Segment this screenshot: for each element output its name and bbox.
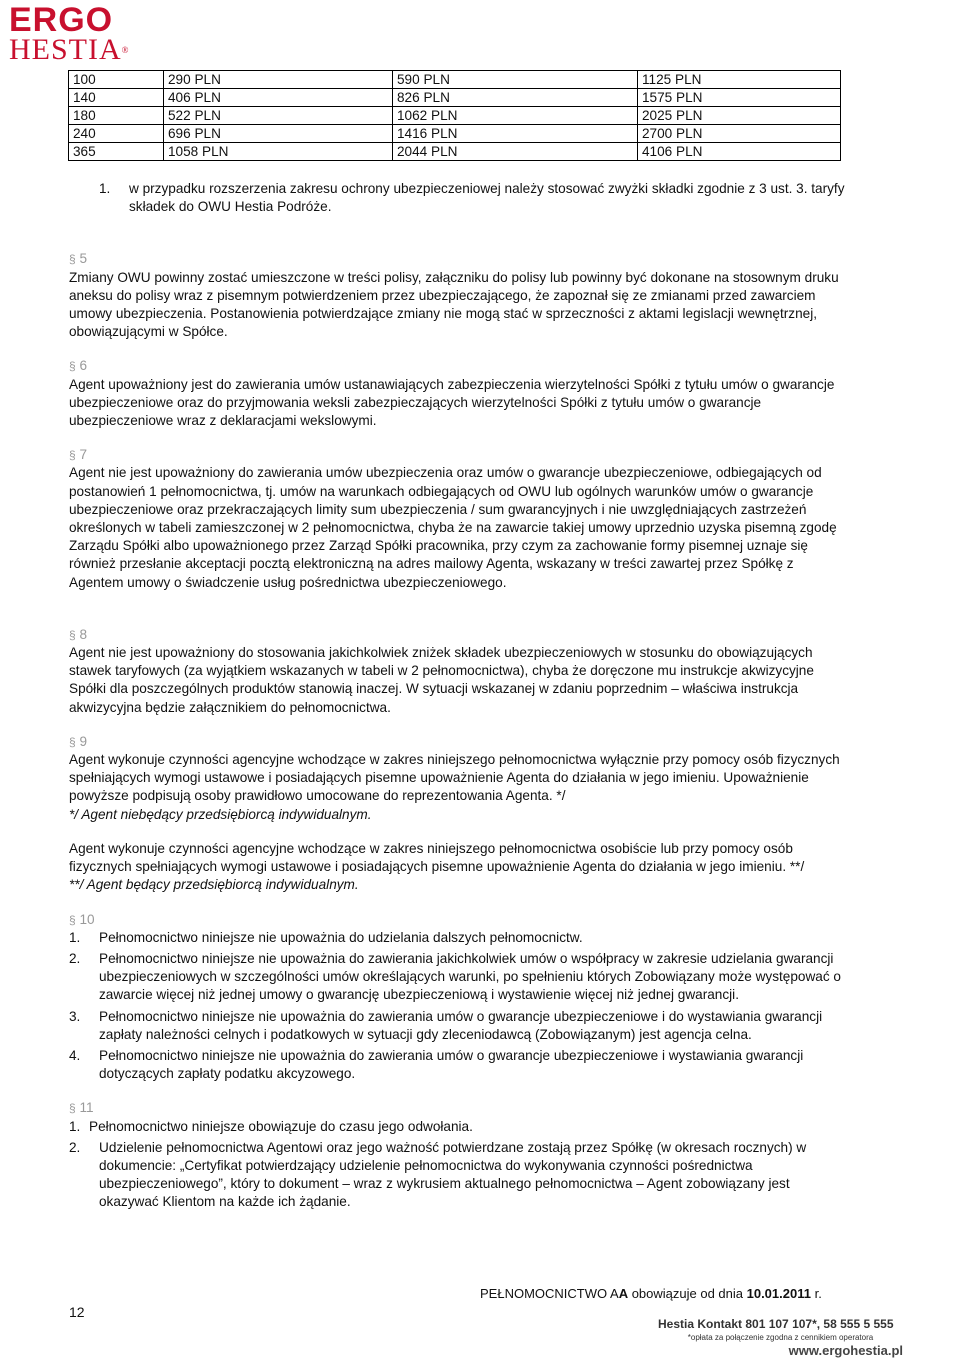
list-item: 1. Pełnomocnictwo niniejsze nie upoważnia do udzielania dalszych pełnomocnictw. xyxy=(69,929,583,945)
table-cell: 365 xyxy=(69,143,164,161)
table-cell: 2700 PLN xyxy=(638,125,841,143)
table-cell: 240 xyxy=(69,125,164,143)
table-row xyxy=(69,89,841,107)
table-cell: 1058 PLN xyxy=(164,143,393,161)
section-10-heading: § 10 xyxy=(69,911,95,927)
note-item: 1. w przypadku rozszerzenia zakresu ochrony ubezpieczeniowej należy stosować zwyżki składki zgodnie z 3 ust. 3. taryfy składek do OWU Hestia Podróże. xyxy=(99,181,845,215)
list-item: 2. Udzielenie pełnomocnictwa Agentowi oraz jego ważność potwierdzane zostają przez Spółkę (w okresach rocznych) w dokumencie: „Certyfikat potwierdzający udzielenie pełnomocnictwa do wykonywania czynności pośrednictwa ubezpieczeniowego”, który to dokument – wraz z wykrusiem aktualnego pełnomocnictwa – Agent zobowiązany jest okazywać Klientom na każde ich żądanie. xyxy=(69,1139,807,1210)
section-6-text: Agent upoważniony jest do zawierania umów ustanawiających zabezpieczenia wierzytelności Spółki z tytułu umów o gwarancje ubezpieczeniowe oraz do przyjmowania weksli zabezpieczających wierzytelności Spółki z tytułu umów o gwarancje ubezpieczeniowe wraz z deklaracjami wekslowymi. xyxy=(69,376,835,429)
table-cell: 100 xyxy=(69,71,164,89)
section-9-text-1: Agent wykonuje czynności agencyjne wchodzące w zakres niniejszego pełnomocnictwa wyłącznie przy pomocy osób fizycznych spełniających wymogi ustawowe i posiadających pisemne upoważnienie Agenta do działania w jego imieniu. Upoważnienie powyższe podpisują osoby prawidłowo umocowane do reprezentowania Agenta. */ xyxy=(69,752,840,804)
document-validity: PEŁNOMOCNICTWO AA obowiązuje od dnia 10.01.2011 r. xyxy=(480,1286,822,1301)
contact-note: *opłata za połączenie zgodna z cennikiem operatora xyxy=(687,1333,874,1342)
table-cell: 180 xyxy=(69,107,164,125)
section-9-note-2: **/ Agent będący przedsiębiorcą indywidualnym. xyxy=(69,877,359,893)
table-cell: 826 PLN xyxy=(393,89,638,107)
list-item: 3. Pełnomocnictwo niniejsze nie upoważnia do zawierania umów o gwarancje ubezpieczeniowe i do wystawiania gwarancji zapłaty należności celnych i podatkowych w sytuacji gdy zleceniodawcą (Zobowiązanym) jest agencja celna. xyxy=(69,1008,823,1042)
ergo-hestia-logo xyxy=(9,1,130,66)
note-list xyxy=(69,180,849,216)
table-cell: 2044 PLN xyxy=(393,143,638,161)
website-link[interactable]: www.ergohestia.pl xyxy=(788,1343,903,1358)
table-cell: 290 PLN xyxy=(164,71,393,89)
section-11-heading: § 11 xyxy=(69,1100,94,1116)
table-cell: 2025 PLN xyxy=(638,107,841,125)
section-10-list xyxy=(69,929,849,1084)
section-7-text: Agent nie jest upoważniony do zawierania umów ubezpieczenia oraz umów o gwarancje ubezpieczeniowe, odbiegających od postanowień 1 pełnomocnictwa, tj. umów na warunkach odbiegających od OWU lub ogólnych warunków umów o gwarancje ubezpieczeniowe oraz przekraczających limity sum ubezpieczenia / sum gwarancyjnych i nie uwzględniających zastrzeżeń określonych w tabeli zamieszczonej w 2 pełnomocnictwa, chyba że na zawarcie takiej umowy uprzednio uzyska pisemną zgodę Zarządu Spółki albo upoważnionego przez Zarząd Spółki pracownika, przy czym za zachowanie formy pisemnej uznaje się również przesłanie akceptacji pocztą elektroniczną na adres mailowy Agenta, wskazany w treści zawartej przez Spółkę z Agentem umowy o świadczenie usług pośrednictwa ubezpieczeniowego. xyxy=(69,465,837,590)
document-body xyxy=(69,180,849,1212)
table-cell: 406 PLN xyxy=(164,89,393,107)
table-cell: 590 PLN xyxy=(393,71,638,89)
table-cell: 140 xyxy=(69,89,164,107)
table-cell: 1062 PLN xyxy=(393,107,638,125)
list-item: 1. Pełnomocnictwo niniejsze obowiązuje do czasu jego odwołania. xyxy=(69,1118,473,1134)
table-row xyxy=(69,107,841,125)
section-5-text: Zmiany OWU powinny zostać umieszczone w treści polisy, załączniku do polisy lub powinny być dokonane na stosownym druku aneksu do polisy wraz z pisemnym potwierdzeniem przez ubezpieczającego, że zapoznał się ze zmianami przed zawarciem umowy ubezpieczenia. Postanowienia potwierdzające zmiany nie mogą stać w sprzeczności z aktami legislacji wewnętrznej, obowiązującymi w Spółce. xyxy=(69,269,839,340)
section-11-list xyxy=(69,1118,849,1212)
table-cell: 696 PLN xyxy=(164,125,393,143)
section-9-heading: § 9 xyxy=(69,733,88,749)
contact-phone: Hestia Kontakt 801 107 107*, 58 555 5 555 xyxy=(658,1317,894,1331)
table-cell: 1125 PLN xyxy=(638,71,841,89)
section-9-text-2: Agent wykonuje czynności agencyjne wchodzące w zakres niniejszego pełnomocnictwa osobiście lub przy pomocy osób fizycznych spełniających wymogi ustawowe i posiadających pisemne upoważnienie Agenta do działania w jego imieniu. **/ xyxy=(69,840,805,875)
table-cell: 1575 PLN xyxy=(638,89,841,107)
table-cell: 1416 PLN xyxy=(393,125,638,143)
list-item: 4. Pełnomocnictwo niniejsze nie upoważnia do zawierania umów o gwarancje ubezpieczeniowe i wystawiania gwarancji dotyczących zapłaty podatku akcyzowego. xyxy=(69,1047,804,1082)
table-cell: 522 PLN xyxy=(164,107,393,125)
section-6-heading: § 6 xyxy=(69,358,88,374)
rates-table xyxy=(68,70,841,161)
logo-hestia: HESTIA® xyxy=(9,33,130,66)
table-cell: 4106 PLN xyxy=(638,143,841,161)
contact-info xyxy=(658,1318,903,1357)
section-8-heading: § 8 xyxy=(69,626,88,642)
table-row xyxy=(69,143,841,161)
table-row xyxy=(69,125,841,143)
table-row xyxy=(69,71,841,89)
section-5-heading: § 5 xyxy=(69,251,88,267)
section-9-note-1: */ Agent niebędący przedsiębiorcą indywidualnym. xyxy=(69,806,372,822)
list-item: 2. Pełnomocnictwo niniejsze nie upoważnia do zawierania jakichkolwiek umów o współpracy w zakresie udzielania gwarancji ubezpieczeniowych w szczególności umów określających warunki, po spełnieniu których Zobowiązany może występować o zawarcie więcej niż jednej umowy o gwarancję ubezpieczeniową i wystawienie więcej niż jednej gwarancji. xyxy=(69,950,841,1003)
page-number: 12 xyxy=(69,1304,85,1320)
section-8-text: Agent nie jest upoważniony do stosowania jakichkolwiek zniżek składek ubezpieczeniowych w stosunku do obowiązujących stawek taryfowych (za wyjątkiem wskazanych w tabeli w 2 pełnomocnictwa), chyba że doręczone mu instrukcje akwizycyjne Spółki dla poszczególnych produktów stanowią inaczej. W sytuacji wskazanej w zdaniu poprzednim – właściwa instrukcja akwizycyjna będzie załącznikiem do pełnomocnictwa. xyxy=(69,645,814,715)
section-7-heading: § 7 xyxy=(69,447,88,463)
logo-ergo: ERGO xyxy=(9,1,114,39)
